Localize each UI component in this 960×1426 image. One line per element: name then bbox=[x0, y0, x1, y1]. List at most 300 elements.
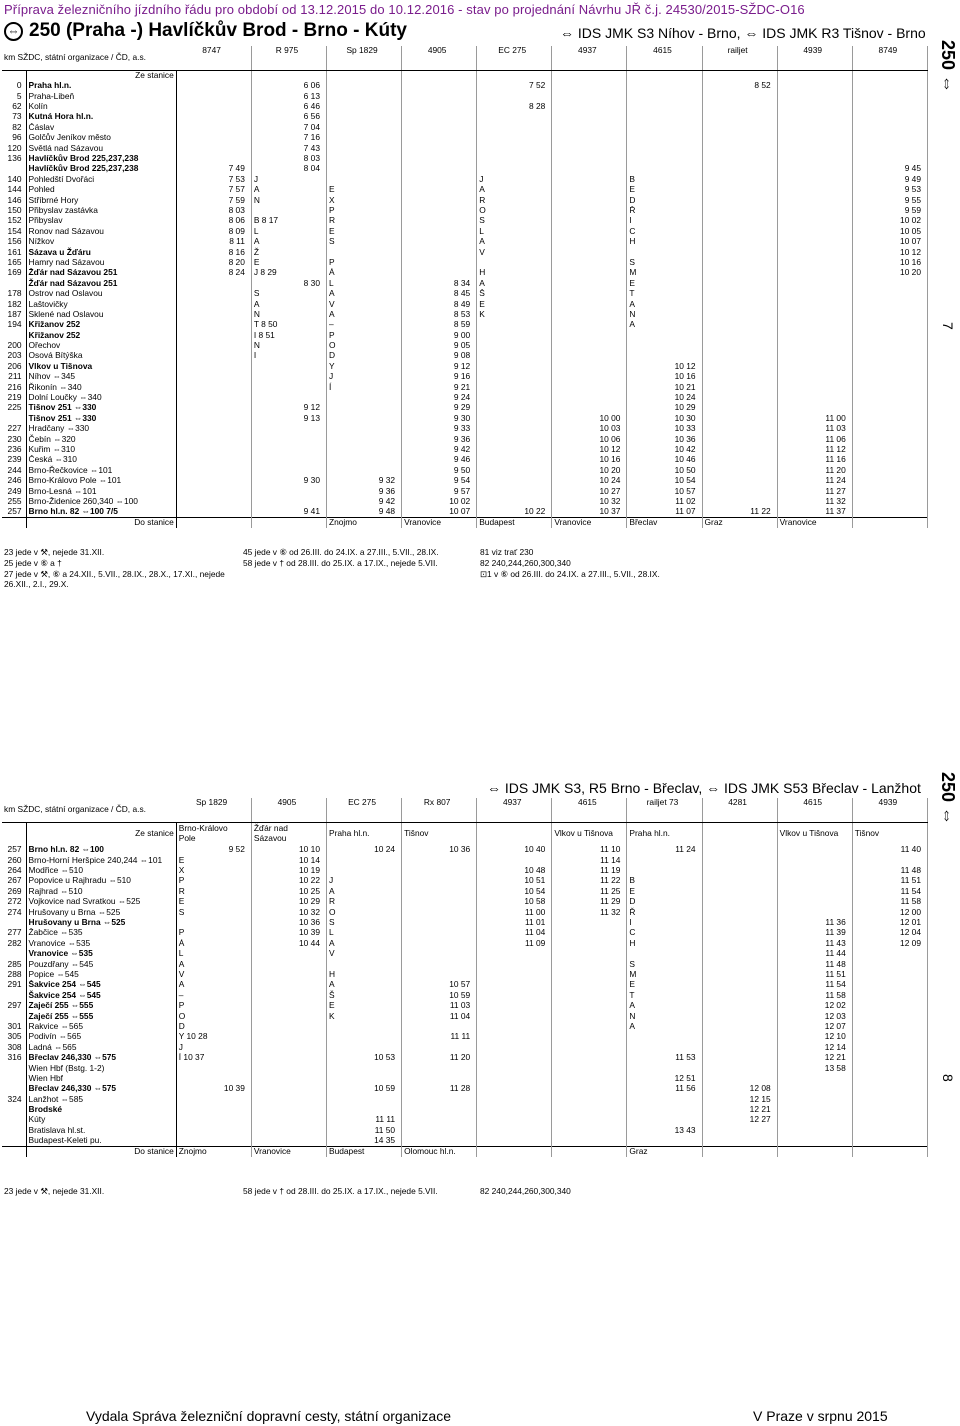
time-cell bbox=[176, 112, 251, 122]
from-cell: Žďár nad Sázavou bbox=[251, 823, 326, 846]
km-cell bbox=[2, 1105, 26, 1115]
table-row bbox=[2, 102, 928, 112]
time-cell bbox=[852, 1001, 927, 1011]
time-cell bbox=[702, 970, 777, 980]
time-cell: Š bbox=[326, 990, 401, 1000]
time-cell: 9 41 bbox=[251, 507, 326, 518]
time-cell bbox=[552, 164, 627, 174]
time-cell: 10 20 bbox=[852, 268, 927, 278]
table-row bbox=[2, 1105, 928, 1115]
km-cell: 165 bbox=[7, 257, 22, 267]
time-cell bbox=[477, 123, 552, 133]
time-cell bbox=[176, 133, 251, 143]
time-cell bbox=[251, 1022, 326, 1032]
station-name: Stříbrné Hory bbox=[26, 195, 176, 205]
km-cell: 272 bbox=[7, 896, 22, 907]
table-row bbox=[2, 907, 928, 917]
time-cell bbox=[326, 81, 401, 91]
time-cell: T 8 50 bbox=[251, 320, 326, 330]
time-cell bbox=[852, 330, 927, 340]
time-cell bbox=[852, 507, 927, 518]
time-cell: 11 29 bbox=[552, 897, 627, 907]
time-cell bbox=[176, 320, 251, 330]
time-cell bbox=[777, 855, 852, 865]
time-cell bbox=[627, 1032, 702, 1042]
time-cell bbox=[552, 289, 627, 299]
km-cell: 136 bbox=[7, 153, 22, 164]
time-cell bbox=[702, 206, 777, 216]
time-cell: H bbox=[627, 939, 702, 949]
km-cell bbox=[2, 518, 26, 529]
km-cell: 0 bbox=[16, 81, 22, 91]
time-cell: 10 59 bbox=[326, 1084, 401, 1094]
time-cell: S bbox=[627, 959, 702, 969]
time-cell bbox=[552, 403, 627, 413]
time-cell bbox=[627, 154, 702, 164]
time-cell bbox=[251, 949, 326, 959]
time-cell bbox=[852, 1094, 927, 1104]
time-cell: 12 07 bbox=[777, 1022, 852, 1032]
station-name: Žabčice ⇔535 bbox=[26, 928, 176, 938]
time-cell bbox=[251, 424, 326, 434]
time-cell: 11 22 bbox=[552, 876, 627, 886]
time-cell bbox=[777, 330, 852, 340]
time-cell bbox=[552, 320, 627, 330]
time-cell bbox=[777, 351, 852, 361]
time-cell bbox=[402, 133, 477, 143]
time-cell: R bbox=[326, 216, 401, 226]
table-row bbox=[2, 980, 928, 990]
time-cell bbox=[852, 1042, 927, 1052]
km-cell: 146 bbox=[7, 195, 22, 205]
time-cell: 9 42 bbox=[326, 497, 401, 507]
time-cell: Š bbox=[477, 289, 552, 299]
km-cell bbox=[2, 164, 26, 174]
time-cell bbox=[251, 959, 326, 969]
time-cell: 10 33 bbox=[627, 424, 702, 434]
time-cell bbox=[852, 403, 927, 413]
train-number: Rx 807 bbox=[402, 798, 477, 823]
km-cell: 269 bbox=[7, 886, 22, 896]
time-cell: C bbox=[627, 226, 702, 236]
time-cell bbox=[627, 1115, 702, 1125]
time-cell bbox=[176, 123, 251, 133]
time-cell: D bbox=[627, 195, 702, 205]
time-cell: 11 04 bbox=[477, 928, 552, 938]
time-cell bbox=[176, 91, 251, 101]
time-cell: 10 24 bbox=[627, 393, 702, 403]
time-cell bbox=[552, 133, 627, 143]
time-cell: 11 16 bbox=[777, 455, 852, 465]
time-cell: 11 53 bbox=[627, 1053, 702, 1063]
time-cell bbox=[777, 382, 852, 392]
time-cell: 12 03 bbox=[777, 1011, 852, 1021]
table-row bbox=[2, 476, 928, 486]
time-cell: 9 16 bbox=[402, 372, 477, 382]
km-cell: 62 bbox=[12, 101, 22, 112]
table-row bbox=[2, 1115, 928, 1125]
time-cell bbox=[777, 362, 852, 372]
time-cell bbox=[477, 1022, 552, 1032]
time-cell: R bbox=[326, 897, 401, 907]
table-row bbox=[2, 382, 928, 392]
time-cell bbox=[402, 1074, 477, 1084]
station-name: Brodské bbox=[26, 1105, 176, 1115]
time-cell: 11 04 bbox=[402, 1011, 477, 1021]
time-cell: 9 32 bbox=[326, 476, 401, 486]
time-cell: X bbox=[176, 866, 251, 876]
page-title: ⇔ 250 (Praha -) Havlíčkův Brod - Brno - Kúty bbox=[4, 20, 407, 42]
table-row bbox=[2, 341, 928, 351]
time-cell: 11 51 bbox=[852, 876, 927, 886]
time-cell bbox=[402, 866, 477, 876]
time-cell bbox=[852, 123, 927, 133]
time-cell: 7 59 bbox=[176, 195, 251, 205]
table-row bbox=[2, 289, 928, 299]
time-cell: E bbox=[477, 299, 552, 309]
time-cell bbox=[777, 1136, 852, 1147]
time-cell bbox=[852, 341, 927, 351]
from-cell: Tišnov bbox=[852, 823, 927, 846]
notes-bottom-col1 bbox=[4, 1186, 234, 1197]
station-name: Brno-Židenice 260,340 ⇔100 bbox=[26, 497, 176, 507]
notes-bottom-col3 bbox=[480, 1186, 710, 1197]
to-cell bbox=[777, 1146, 852, 1157]
time-cell bbox=[402, 1042, 477, 1052]
time-cell bbox=[477, 133, 552, 143]
time-cell bbox=[702, 112, 777, 122]
to-cell bbox=[176, 518, 251, 529]
time-cell bbox=[552, 949, 627, 959]
time-cell bbox=[627, 1094, 702, 1104]
time-cell bbox=[552, 959, 627, 969]
station-name: Níhov ⇔345 bbox=[26, 372, 176, 382]
time-cell: P bbox=[176, 1001, 251, 1011]
time-cell bbox=[552, 351, 627, 361]
time-cell: Ž bbox=[251, 247, 326, 257]
from-cell: Tišnov bbox=[402, 823, 477, 846]
train-number: railjet bbox=[702, 46, 777, 71]
time-cell bbox=[176, 403, 251, 413]
time-cell bbox=[326, 123, 401, 133]
time-cell bbox=[702, 445, 777, 455]
time-cell bbox=[326, 1063, 401, 1073]
time-cell: 10 36 bbox=[251, 918, 326, 928]
station-name: Ostrov nad Oslavou bbox=[26, 289, 176, 299]
from-label: Ze stanice bbox=[26, 71, 176, 82]
time-cell: 10 46 bbox=[627, 455, 702, 465]
time-cell bbox=[627, 855, 702, 865]
time-cell: 11 32 bbox=[552, 907, 627, 917]
time-cell bbox=[702, 1053, 777, 1063]
time-cell bbox=[251, 1115, 326, 1125]
time-cell bbox=[477, 258, 552, 268]
from-cell: Vlkov u Tišnova bbox=[552, 823, 627, 846]
time-cell bbox=[402, 907, 477, 917]
time-cell bbox=[852, 1032, 927, 1042]
time-cell: 11 56 bbox=[627, 1084, 702, 1094]
time-cell: 11 22 bbox=[702, 507, 777, 518]
time-cell: 10 12 bbox=[552, 445, 627, 455]
time-cell bbox=[251, 455, 326, 465]
km-cell: 96 bbox=[12, 132, 22, 143]
time-cell bbox=[176, 143, 251, 153]
time-cell bbox=[477, 341, 552, 351]
time-cell: A bbox=[326, 887, 401, 897]
time-cell: 10 32 bbox=[552, 497, 627, 507]
time-cell bbox=[702, 980, 777, 990]
time-cell: 10 25 bbox=[251, 887, 326, 897]
time-cell: 9 55 bbox=[852, 195, 927, 205]
time-cell bbox=[702, 990, 777, 1000]
train-number: 4615 bbox=[552, 798, 627, 823]
header-left: km SŽDC, státní organizace / ČD, a.s. bbox=[2, 46, 176, 71]
time-cell: Ř bbox=[627, 907, 702, 917]
time-cell bbox=[477, 1126, 552, 1136]
time-cell bbox=[552, 258, 627, 268]
time-cell bbox=[627, 133, 702, 143]
time-cell bbox=[852, 362, 927, 372]
km-cell: 120 bbox=[7, 143, 22, 153]
time-cell bbox=[702, 476, 777, 486]
km-cell: 144 bbox=[7, 184, 22, 195]
station-name: Modřice ⇔510 bbox=[26, 866, 176, 876]
time-cell bbox=[176, 507, 251, 518]
table-row bbox=[2, 393, 928, 403]
time-cell: 12 15 bbox=[702, 1094, 777, 1104]
footnote: 58 jede v † od 28.III. do 25.IX. a 17.IX., nejede 5.VII. bbox=[243, 558, 438, 568]
time-cell bbox=[552, 1011, 627, 1021]
time-cell: 10 36 bbox=[402, 845, 477, 855]
time-cell bbox=[777, 102, 852, 112]
time-cell bbox=[702, 133, 777, 143]
time-cell bbox=[552, 112, 627, 122]
time-cell: 6 46 bbox=[251, 102, 326, 112]
time-cell: 8 03 bbox=[251, 154, 326, 164]
time-cell bbox=[326, 445, 401, 455]
ids-note-bottom: ⇔ IDS JMK S3, R5 Brno - Břeclav, ⇔ IDS JMK S53 Břeclav - Lanžhot bbox=[487, 780, 921, 796]
km-cell: 178 bbox=[7, 288, 22, 299]
train-number: 8749 bbox=[852, 46, 927, 71]
time-cell bbox=[627, 1063, 702, 1073]
page-number-top: 7 bbox=[940, 322, 956, 330]
time-cell bbox=[702, 1136, 777, 1147]
time-cell bbox=[477, 1094, 552, 1104]
time-cell bbox=[477, 434, 552, 444]
km-cell bbox=[2, 330, 26, 340]
time-cell bbox=[477, 414, 552, 424]
from-cell bbox=[702, 823, 777, 846]
time-cell: 10 29 bbox=[627, 403, 702, 413]
time-cell: 11 48 bbox=[777, 959, 852, 969]
to-cell: Budapest bbox=[326, 1146, 401, 1157]
time-cell bbox=[852, 990, 927, 1000]
footnote: 45 jede v ⑥ od 26.III. do 24.IX. a 27.III., 5.VII., 28.IX. bbox=[243, 547, 439, 557]
time-cell bbox=[477, 465, 552, 475]
km-cell: 236 bbox=[7, 444, 22, 454]
km-cell: 282 bbox=[7, 938, 22, 948]
time-cell bbox=[251, 1126, 326, 1136]
table-row bbox=[2, 1053, 928, 1063]
time-cell: 9 46 bbox=[402, 455, 477, 465]
time-cell: 11 12 bbox=[777, 445, 852, 455]
table-row bbox=[2, 143, 928, 153]
from-cell bbox=[176, 71, 251, 82]
time-cell bbox=[402, 226, 477, 236]
page-number-bottom: 8 bbox=[940, 1074, 956, 1082]
table-row bbox=[2, 1094, 928, 1104]
time-cell: P bbox=[176, 928, 251, 938]
table-row bbox=[2, 970, 928, 980]
time-cell bbox=[326, 91, 401, 101]
km-cell bbox=[2, 1074, 26, 1084]
time-cell bbox=[326, 393, 401, 403]
time-cell bbox=[777, 143, 852, 153]
km-cell bbox=[2, 918, 26, 928]
time-cell: J bbox=[251, 175, 326, 185]
time-cell: 11 10 bbox=[552, 845, 627, 855]
time-cell bbox=[702, 959, 777, 969]
time-cell bbox=[402, 855, 477, 865]
time-cell bbox=[251, 434, 326, 444]
time-cell bbox=[702, 434, 777, 444]
time-cell: A bbox=[477, 237, 552, 247]
time-cell bbox=[552, 268, 627, 278]
time-cell bbox=[176, 81, 251, 91]
time-cell: 11 51 bbox=[777, 970, 852, 980]
time-cell bbox=[852, 497, 927, 507]
table-row bbox=[2, 195, 928, 205]
time-cell bbox=[402, 123, 477, 133]
time-cell: 8 53 bbox=[402, 310, 477, 320]
time-cell: P bbox=[326, 206, 401, 216]
time-cell bbox=[251, 445, 326, 455]
time-cell: 11 01 bbox=[477, 918, 552, 928]
to-cell: Znojmo bbox=[176, 1146, 251, 1157]
time-cell bbox=[552, 216, 627, 226]
footer-publisher: Vydala Správa železniční dopravní cesty, státní organizace bbox=[86, 1408, 451, 1424]
time-cell bbox=[176, 424, 251, 434]
time-cell bbox=[702, 195, 777, 205]
time-cell bbox=[176, 1063, 251, 1073]
time-cell: 11 09 bbox=[477, 939, 552, 949]
km-cell bbox=[2, 990, 26, 1000]
time-cell bbox=[477, 382, 552, 392]
time-cell: 11 58 bbox=[777, 990, 852, 1000]
table-row bbox=[2, 866, 928, 876]
time-cell: 11 20 bbox=[402, 1053, 477, 1063]
footnote: 82 240,244,260,300,340 bbox=[480, 1186, 571, 1196]
time-cell bbox=[176, 372, 251, 382]
time-cell bbox=[176, 465, 251, 475]
station-name: Rajhrad ⇔510 bbox=[26, 887, 176, 897]
time-cell bbox=[852, 1105, 927, 1115]
time-cell: A bbox=[176, 959, 251, 969]
time-cell: 7 57 bbox=[176, 185, 251, 195]
km-cell: 260 bbox=[7, 855, 22, 865]
time-cell bbox=[176, 497, 251, 507]
time-cell bbox=[477, 476, 552, 486]
time-cell bbox=[702, 268, 777, 278]
table-row bbox=[2, 887, 928, 897]
time-cell bbox=[627, 351, 702, 361]
time-cell: 10 16 bbox=[852, 258, 927, 268]
time-cell bbox=[176, 289, 251, 299]
footnote: ⊡1 v ⑥ od 26.III. do 24.IX. a 27.III., 5.VII., 28.IX. bbox=[480, 569, 660, 579]
time-cell bbox=[326, 133, 401, 143]
time-cell: M bbox=[627, 268, 702, 278]
time-cell bbox=[852, 465, 927, 475]
time-cell bbox=[852, 1136, 927, 1147]
time-cell: O bbox=[326, 341, 401, 351]
time-cell bbox=[477, 1105, 552, 1115]
time-cell: 10 05 bbox=[852, 226, 927, 236]
time-cell: 7 16 bbox=[251, 133, 326, 143]
time-cell bbox=[477, 1053, 552, 1063]
time-cell bbox=[852, 1053, 927, 1063]
station-name: Ladná ⇔565 bbox=[26, 1042, 176, 1052]
time-cell bbox=[702, 330, 777, 340]
time-cell bbox=[852, 133, 927, 143]
time-cell: H bbox=[627, 237, 702, 247]
station-name: Dolní Loučky ⇔340 bbox=[26, 393, 176, 403]
time-cell bbox=[477, 1042, 552, 1052]
table-row bbox=[2, 1063, 928, 1073]
time-cell bbox=[777, 876, 852, 886]
footnote: 25 jede v ⑥ a † bbox=[4, 558, 62, 568]
time-cell bbox=[251, 393, 326, 403]
time-cell: 10 53 bbox=[326, 1053, 401, 1063]
time-cell: I bbox=[627, 216, 702, 226]
km-cell: 285 bbox=[7, 959, 22, 969]
time-cell: 10 36 bbox=[627, 434, 702, 444]
time-cell: E bbox=[176, 855, 251, 865]
time-cell: V bbox=[176, 970, 251, 980]
time-cell: K bbox=[477, 310, 552, 320]
time-cell bbox=[477, 143, 552, 153]
time-cell bbox=[702, 341, 777, 351]
time-cell bbox=[552, 226, 627, 236]
time-cell bbox=[777, 185, 852, 195]
to-cell bbox=[477, 1146, 552, 1157]
time-cell: Á bbox=[326, 268, 401, 278]
time-cell: 11 27 bbox=[777, 486, 852, 496]
train-number: 4615 bbox=[777, 798, 852, 823]
time-cell: 8 09 bbox=[176, 226, 251, 236]
time-cell bbox=[477, 393, 552, 403]
time-cell bbox=[777, 289, 852, 299]
time-cell bbox=[552, 393, 627, 403]
time-cell bbox=[176, 486, 251, 496]
time-cell bbox=[777, 237, 852, 247]
time-cell: E bbox=[326, 185, 401, 195]
time-cell: 10 44 bbox=[251, 939, 326, 949]
time-cell bbox=[176, 341, 251, 351]
from-cell: Brno-Královo Pole bbox=[176, 823, 251, 846]
time-cell: 10 42 bbox=[627, 445, 702, 455]
to-cell: Graz bbox=[702, 518, 777, 529]
time-cell bbox=[326, 1074, 401, 1084]
time-cell bbox=[552, 382, 627, 392]
time-cell bbox=[402, 102, 477, 112]
time-cell bbox=[702, 382, 777, 392]
time-cell: E bbox=[326, 1001, 401, 1011]
time-cell bbox=[777, 1074, 852, 1084]
train-number: Sp 1829 bbox=[326, 46, 401, 71]
time-cell bbox=[852, 154, 927, 164]
time-cell bbox=[777, 91, 852, 101]
time-cell bbox=[402, 939, 477, 949]
